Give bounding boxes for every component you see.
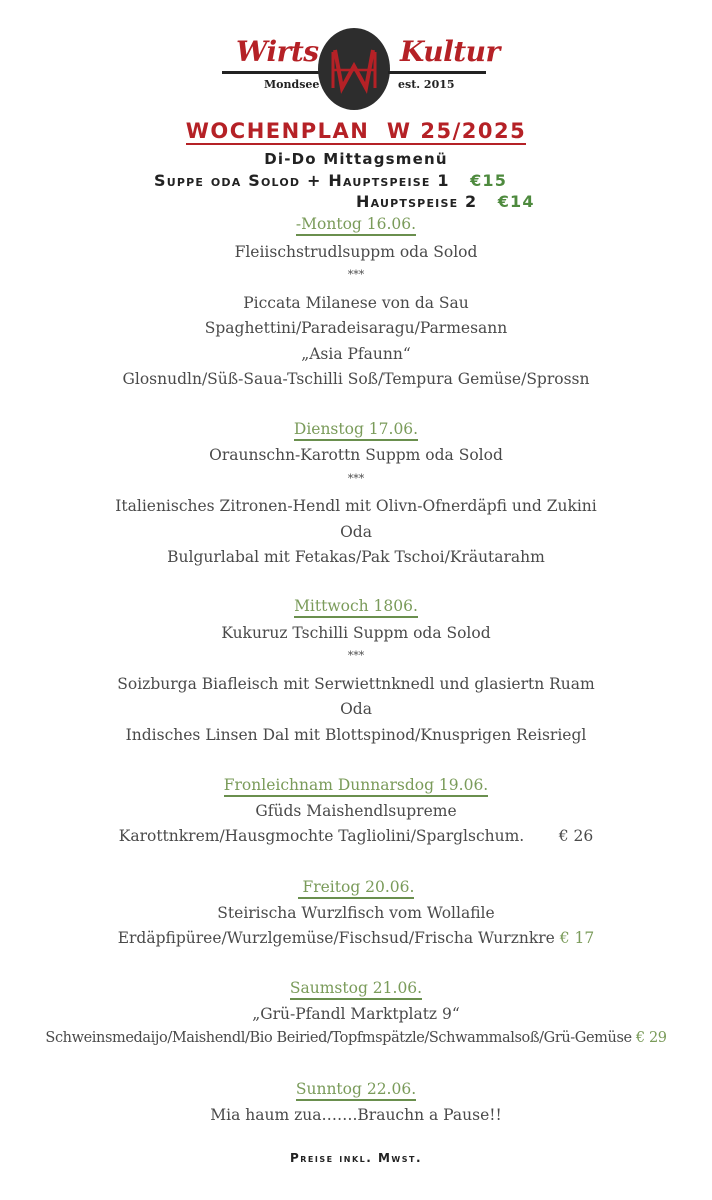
price-note: Preise inkl. Mwst. — [289, 1151, 423, 1165]
menu-line: Spaghettini/Paradeisaragu/Parmesann — [204, 319, 508, 337]
menu-line: Glosnudln/Süß-Saua-Tschilli Soß/Tempura Gemüse/Sprossn — [122, 370, 590, 388]
logo-right-word: Kultur — [400, 35, 500, 68]
menu-line-with-price — [0, 1030, 712, 1046]
menu-subtitle: Di-Do Mittagsmenü — [264, 150, 448, 168]
separator-stars: *** — [347, 268, 365, 281]
menu-line-with-price — [0, 929, 712, 947]
logo-rule-right — [388, 71, 486, 74]
menu-line: Kukuruz Tschilli Suppm oda Solod — [221, 624, 491, 642]
day-heading-tuesday — [0, 420, 712, 438]
day-heading-sunday — [0, 1080, 712, 1098]
day-heading-text: Freitog 20.06. — [298, 878, 415, 899]
menu-line-text: Schweinsmedaijo/Maishendl/Bio Beiried/Topfmspätzle/Schwammalsoß/Grü-Gemüse — [45, 1030, 632, 1046]
menu-price: € 26 — [558, 827, 594, 845]
offer-2-text: Hauptspeise 2 — [356, 192, 478, 211]
menu-line-with-price — [0, 827, 712, 845]
page-title — [0, 119, 712, 143]
logo-location: Mondsee — [264, 78, 320, 91]
menu-line: Fleiischstrudlsuppm oda Solod — [234, 243, 478, 261]
day-heading-text: Fronleichnam Dunnarsdog 19.06. — [224, 776, 488, 797]
menu-line-text: Karottnkrem/Hausgmochte Tagliolini/Sparglschum. — [118, 827, 525, 845]
day-heading-thursday — [0, 776, 712, 794]
menu-line: Steirischa Wurzlfisch vom Wollafile — [217, 904, 495, 922]
menu-line: Gfüds Maishendlsupreme — [255, 802, 457, 820]
menu-line: „Asia Pfaunn“ — [301, 345, 411, 363]
separator-stars: *** — [347, 649, 365, 662]
offer-1-text: Suppe oda Solod + Hauptspeise 1 — [154, 171, 450, 190]
logo-established: est. 2015 — [398, 78, 455, 91]
menu-line: Oda — [340, 700, 372, 718]
menu-line: Indisches Linsen Dal mit Blottspinod/Knusprigen Reisriegl — [125, 726, 587, 744]
logo-left-word: Wirts — [236, 35, 319, 68]
day-heading-text: Dienstog 17.06. — [294, 420, 418, 441]
menu-line: „Grü-Pfandl Marktplatz 9“ — [252, 1005, 460, 1023]
day-heading-text: Mittwoch 1806. — [294, 597, 418, 618]
day-heading-text: -Montog 16.06. — [296, 215, 416, 236]
page-title-text: WOCHENPLAN W 25/2025 — [185, 119, 527, 143]
menu-line: Soizburga Biafleisch mit Serwiettnknedl und glasiertn Ruam — [117, 675, 595, 693]
menu-line: Piccata Milanese von da Sau — [243, 294, 469, 312]
menu-line: Mia haum zua…….Brauchn a Pause!! — [210, 1106, 502, 1124]
wirtskultur-logo — [220, 28, 500, 114]
offer-2-price: €14 — [497, 192, 535, 211]
separator-stars: *** — [347, 472, 365, 485]
menu-line: Oraunschn-Karottn Suppm oda Solod — [209, 446, 503, 464]
menu-line: Bulgurlabal mit Fetakas/Pak Tschoi/Kräutarahm — [167, 548, 545, 566]
day-heading-monday — [0, 215, 712, 233]
menu-line-text: Erdäpfipüree/Wurzlgemüse/Fischsud/Frischa Wurznkre — [117, 929, 555, 947]
day-heading-text: Saumstog 21.06. — [290, 979, 422, 1000]
logo-rule-left — [222, 71, 320, 74]
day-heading-wednesday — [0, 597, 712, 615]
wirtskultur-w-monogram-icon — [318, 28, 390, 110]
menu-line: Italienisches Zitronen-Hendl mit Olivn-Ofnerdäpfi und Zukini — [115, 497, 597, 515]
offer-line-2 — [356, 192, 535, 211]
offer-1-price: €15 — [470, 171, 508, 190]
day-heading-saturday — [0, 979, 712, 997]
day-heading-text: Sunntog 22.06. — [296, 1080, 416, 1101]
menu-price: € 29 — [635, 1030, 667, 1046]
day-heading-friday — [0, 878, 712, 896]
menu-line: Oda — [340, 523, 372, 541]
menu-price: € 17 — [559, 929, 595, 947]
offer-line-1 — [154, 171, 507, 190]
